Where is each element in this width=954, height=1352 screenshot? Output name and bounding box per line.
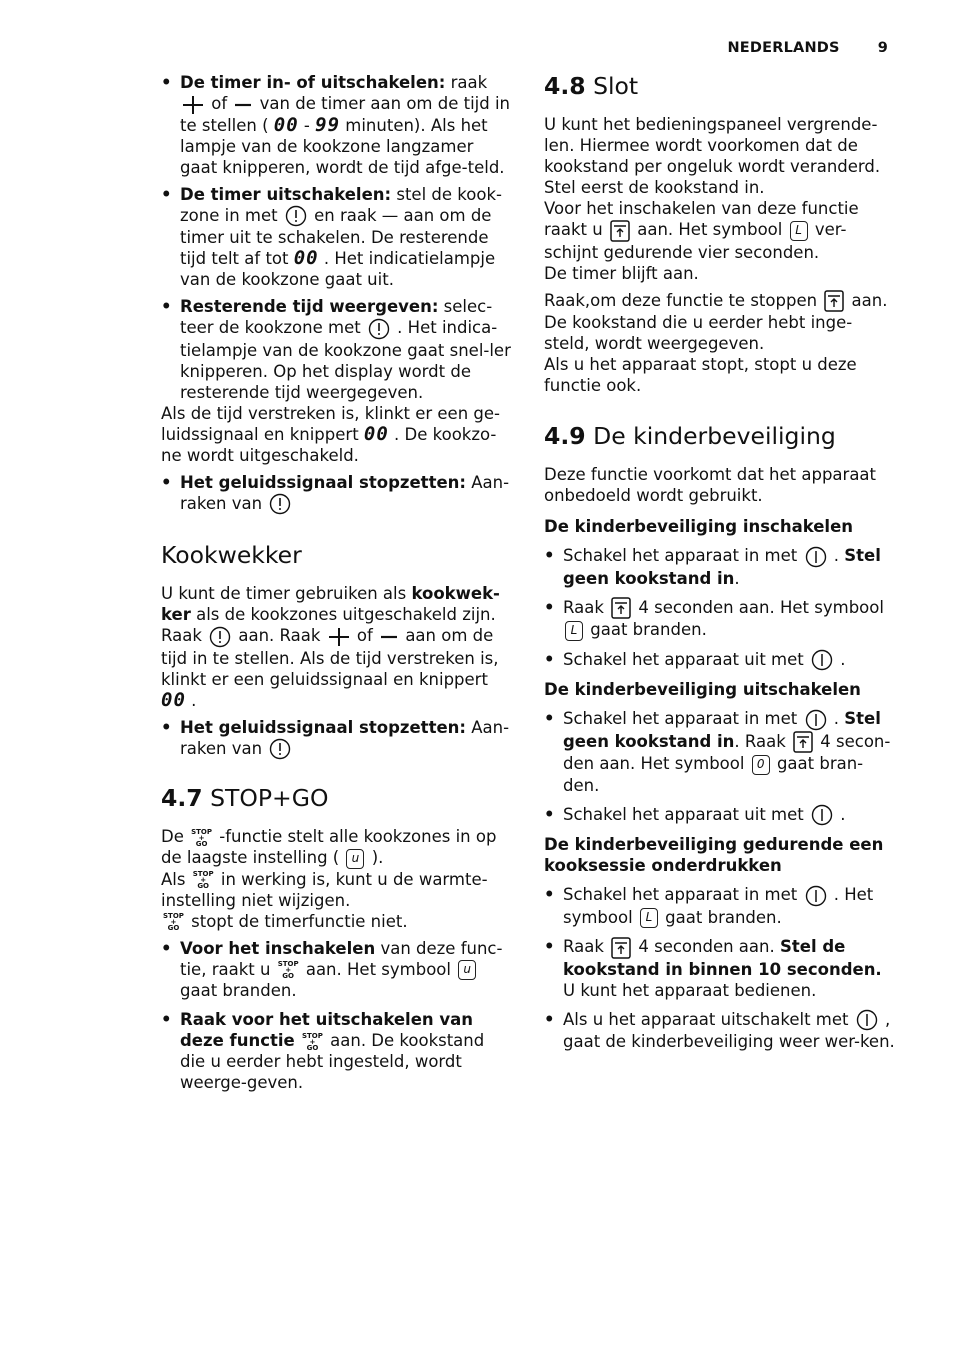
paragraph: Als de tijd verstreken is, klinkt er een ge-luidssignaal en knippert 00 . De kookzo-ne wordt uitgeschakeld. xyxy=(161,403,500,465)
minus-icon xyxy=(380,632,398,642)
list-item: • Het geluidssignaal stopzetten: Aan-raken van xyxy=(161,472,513,516)
lock-key-icon xyxy=(611,937,631,959)
lock-key-icon xyxy=(610,220,630,242)
list-item: • Raak 4 seconden aan. Het symbool L gaat branden. xyxy=(544,597,896,641)
subheading: De kinderbeveiliging uitschakelen xyxy=(544,680,861,699)
lock-symbol-icon: L xyxy=(790,221,808,241)
power-icon xyxy=(811,649,833,671)
timer-icon xyxy=(269,493,291,515)
subheading: De kinderbeveiliging gedurende een kooksessie onderdrukken xyxy=(544,835,884,875)
timer-icon xyxy=(269,738,291,760)
lock-symbol-icon: L xyxy=(640,908,658,928)
list-item: • Schakel het apparaat uit met . xyxy=(544,804,896,827)
section-heading: 4.7 STOP+GO xyxy=(161,784,329,812)
language-label: NEDERLANDS xyxy=(727,40,840,56)
power-icon xyxy=(805,709,827,731)
zero-symbol-icon: 0 xyxy=(752,755,770,775)
list-item: • Het geluidssignaal stopzetten: Aan-raken van xyxy=(161,717,513,761)
display-00-icon: 00 xyxy=(273,113,299,136)
paragraph: Als STOP + GO in werking is, kunt u de warmte-instelling niet wijzigen. xyxy=(161,869,488,910)
lock-symbol-icon: L xyxy=(565,621,583,641)
list-item: • Als u het apparaat uitschakelt met , gaat de kinderbeveiliging weer wer-ken. xyxy=(544,1009,896,1053)
list-item: • Schakel het apparaat in met . Het symbool L gaat branden. xyxy=(544,884,896,928)
power-icon xyxy=(805,885,827,907)
left-column xyxy=(161,72,513,1093)
paragraph: Raak,om deze functie te stoppen aan. De kookstand die u eerder hebt inge-steld, wordt weergegeven. xyxy=(544,290,888,353)
stop-go-icon: STOP + GO xyxy=(191,827,213,848)
stop-go-icon: STOP + GO xyxy=(277,960,299,980)
power-icon xyxy=(805,546,827,568)
list-item: • Schakel het apparaat in met . Stel geen kookstand in. Raak 4 secon-den aan. Het symbool 0 gaat bran-den. xyxy=(544,708,896,796)
list-item: • Schakel het apparaat uit met . xyxy=(544,649,896,672)
list-item: • Raak voor het uitschakelen van deze functie STOP + GO aan. De kookstand die u eerder hebt ingesteld, wordt weerge-geven. xyxy=(161,1009,513,1093)
paragraph: Voor het inschakelen van deze functie raakt u aan. Het symbool L ver-schijnt gedurende vier seconden. xyxy=(544,199,859,262)
power-icon xyxy=(856,1009,878,1031)
power-icon xyxy=(811,804,833,826)
page-header xyxy=(689,38,888,59)
display-99-icon: 99 xyxy=(315,113,341,136)
paragraph: Deze functie voorkomt dat het apparaat onbedoeld wordt gebruikt. xyxy=(544,465,877,505)
timer-icon xyxy=(285,205,307,227)
list-item: • Voor het inschakelen van deze func-tie, raakt u STOP + GO aan. Het symbool u gaat branden. xyxy=(161,938,513,1002)
list-item: • De timer in- of uitschakelen: raak of van de timer aan om de tijd in te stellen ( 00 - 99 minuten). Als het lampje van de kookzone langzamer gaat knipperen, wordt de tijd afge-teld. xyxy=(161,72,513,178)
lock-key-icon xyxy=(793,731,813,753)
paragraph: U kunt het bedieningspaneel vergrende-len. Hiermee wordt voorkomen dat de kookstand per ongeluk wordt veranderd. Stel eerst de kookstand in. xyxy=(544,115,881,197)
low-setting-icon: u xyxy=(346,849,364,869)
display-00-icon: 00 xyxy=(363,422,389,445)
timer-icon xyxy=(209,626,231,648)
section-heading: 4.9 De kinderbeveiliging xyxy=(544,422,836,450)
display-00-icon: 00 xyxy=(293,247,319,269)
stop-go-icon: STOP + GO xyxy=(192,870,214,890)
list-item: • Raak 4 seconden aan. Stel de kookstand in binnen 10 seconden. U kunt het apparaat bedienen. xyxy=(544,936,896,1001)
plus-icon xyxy=(328,627,350,647)
paragraph: Als u het apparaat stopt, stopt u deze functie ook. xyxy=(544,355,857,395)
lock-key-icon xyxy=(824,290,844,312)
list-item: • De timer uitschakelen: stel de kook-zone in met en raak — aan om de timer uit te schakelen. De resterende tijd telt af tot 00 . Het indicatielampje van de kookzone gaat uit. xyxy=(161,184,513,291)
plus-icon xyxy=(182,95,204,115)
list-item: • Resterende tijd weergeven: selec-teer de kookzone met . Het indica-tielampje van de kookzone gaat snel-ler knipperen. Op het display wordt de resterende tijd weergegeven. xyxy=(161,296,513,403)
stop-go-icon: STOP + GO xyxy=(163,912,184,932)
display-00-icon: 00 xyxy=(161,688,186,711)
subheading: De kinderbeveiliging inschakelen xyxy=(544,517,854,536)
lock-key-icon xyxy=(611,597,631,619)
low-setting-icon: u xyxy=(458,960,476,980)
paragraph: U kunt de timer gebruiken als kookwek-ker als de kookzones uitgeschakeld zijn. Raak aan. Raak of aan om de tijd in te stellen. Als de tijd verstreken is, klinkt er een geluidssignaal en knippert 00 . xyxy=(161,584,500,711)
stop-go-icon: STOP + GO xyxy=(301,1031,323,1052)
section-heading: 4.8 Slot xyxy=(544,72,639,100)
list-item: • Schakel het apparaat in met . Stel geen kookstand in. xyxy=(544,545,896,589)
timer-icon xyxy=(368,318,390,340)
minus-icon xyxy=(234,100,252,110)
paragraph: STOP + GO stopt de timerfunctie niet. xyxy=(163,911,408,932)
section-heading: Kookwekker xyxy=(161,541,302,569)
page-number: 9 xyxy=(877,40,888,56)
right-column xyxy=(544,72,896,1052)
paragraph: De timer blijft aan. xyxy=(544,263,699,283)
paragraph: De STOP + GO -functie stelt alle kookzones in op de laagste instelling ( u ). xyxy=(161,827,497,867)
